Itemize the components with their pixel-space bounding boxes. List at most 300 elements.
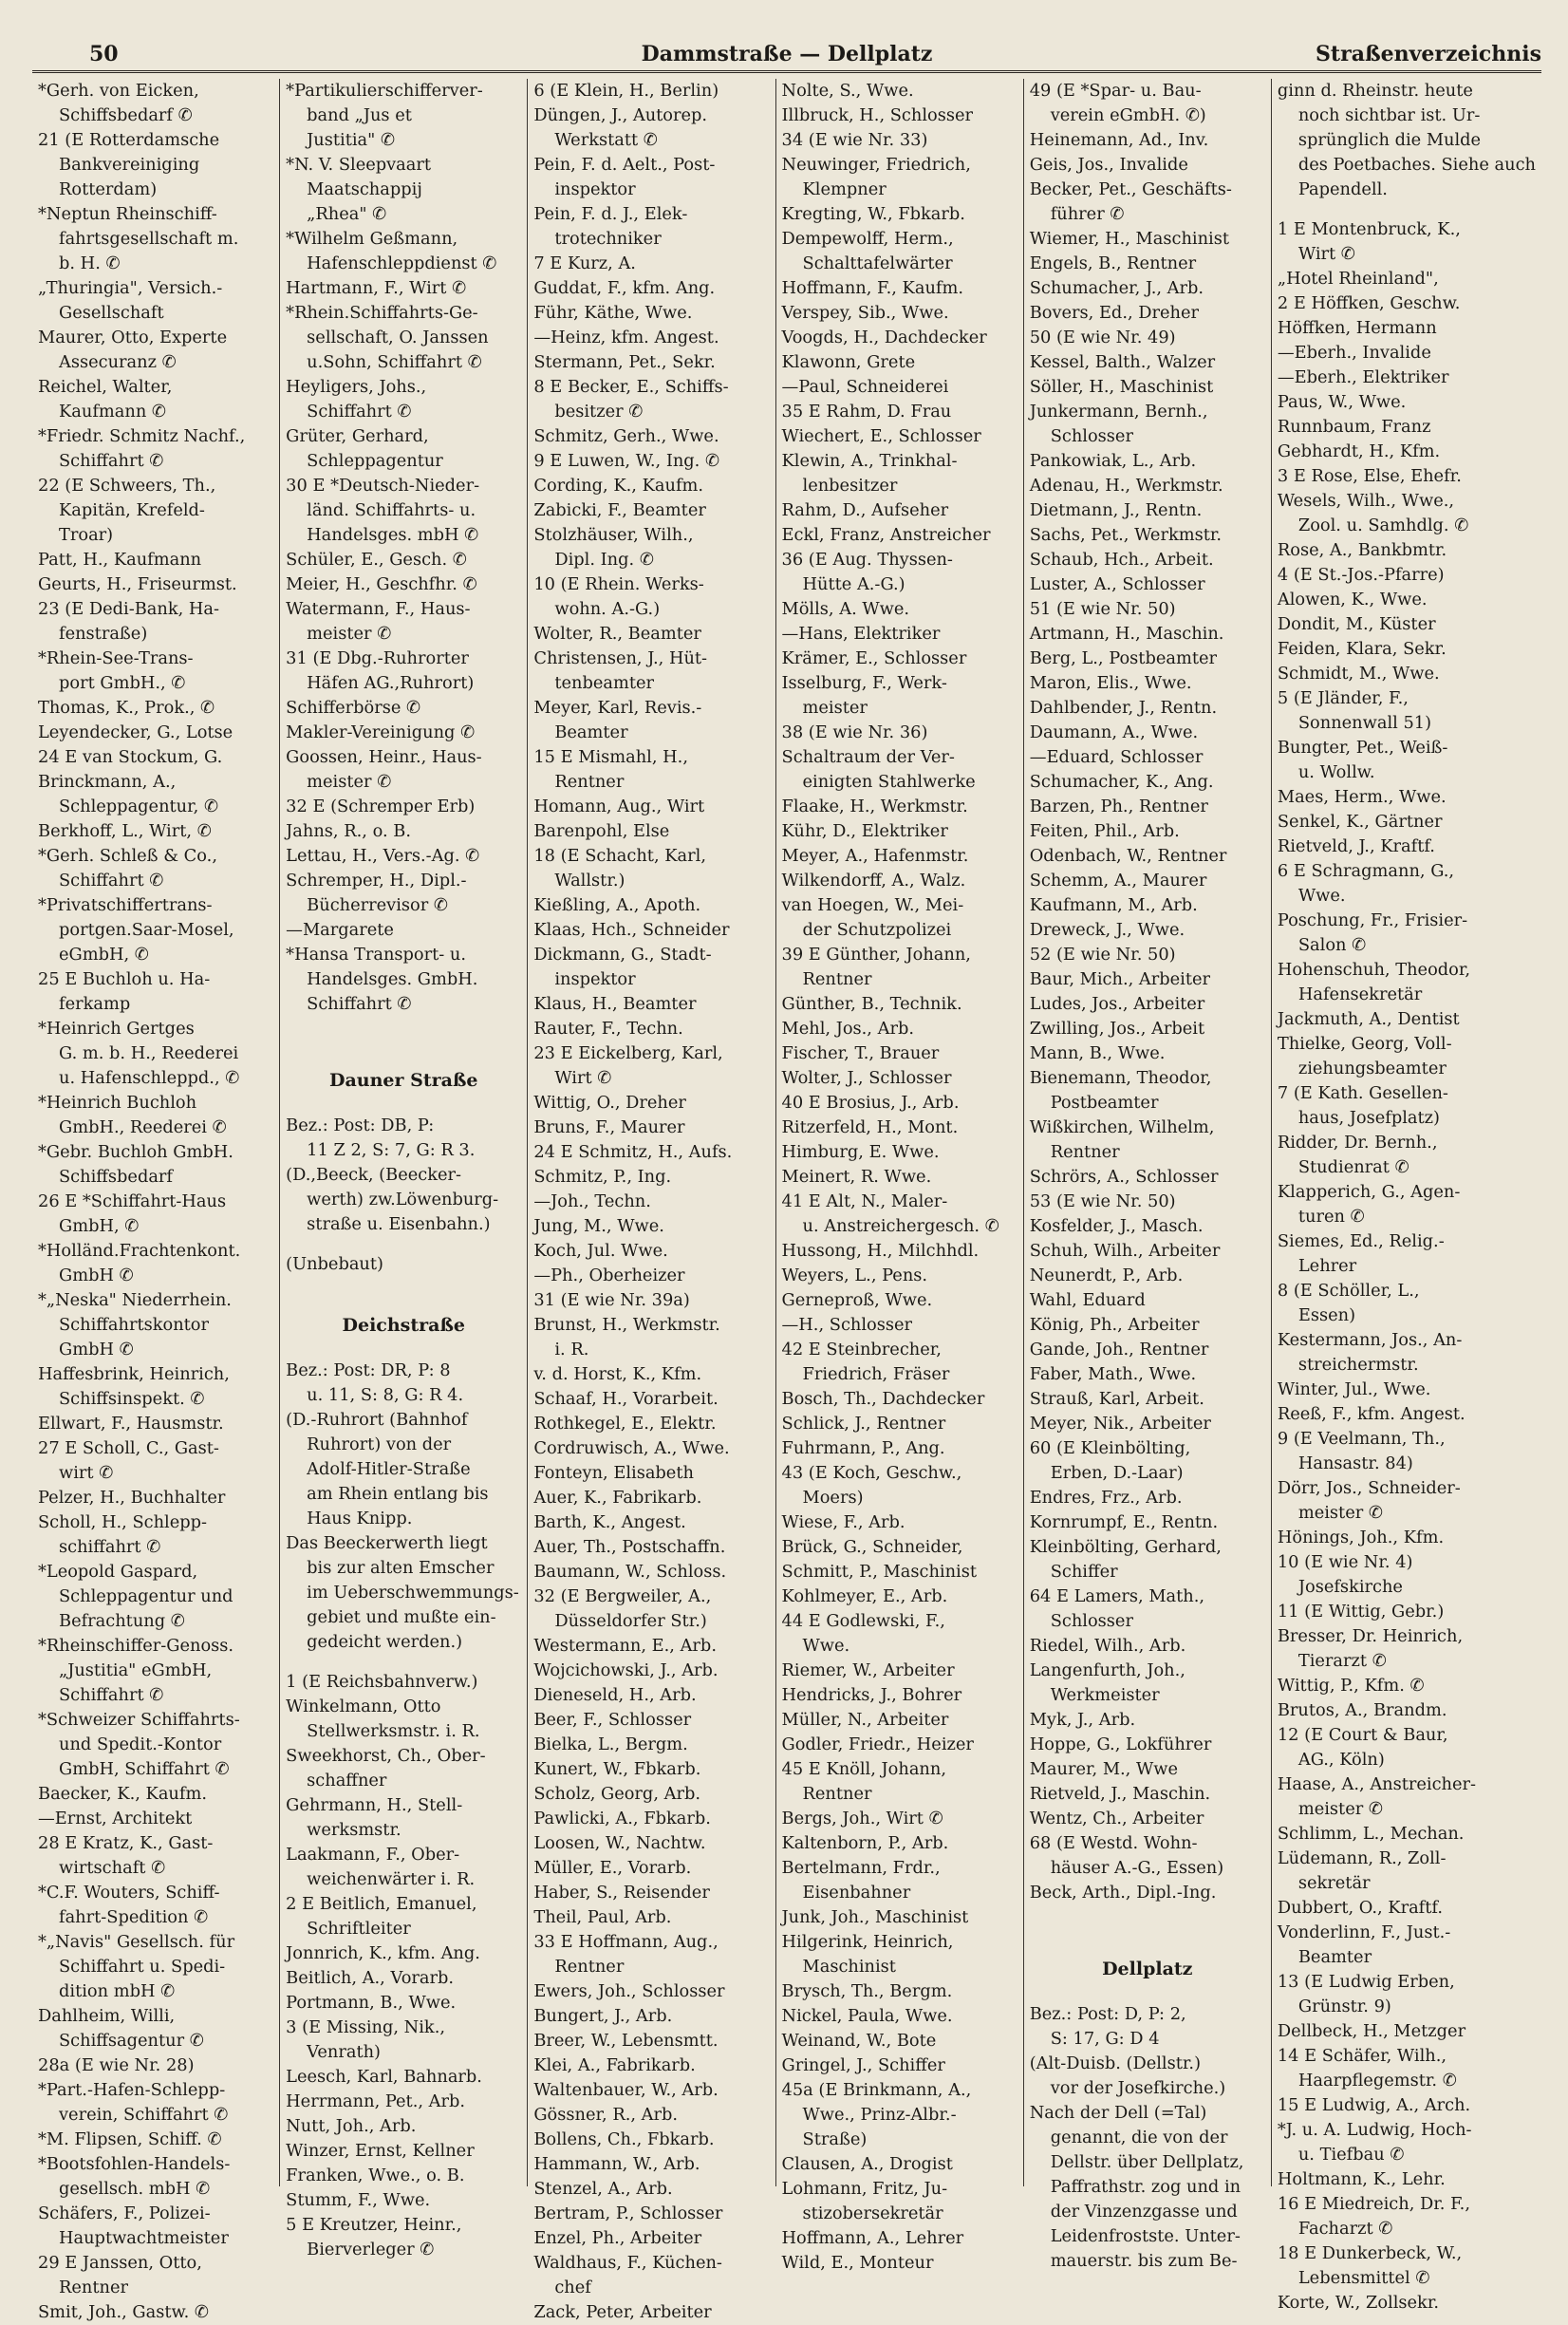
entry-line: Schemm, A., Maurer — [1029, 871, 1207, 891]
entry-line: Söller, H., Maschinist — [1029, 377, 1214, 397]
entry-line: 53 (E wie Nr. 50) — [1029, 1191, 1176, 1211]
entry-line: Dörr, Jos., Schneider- — [1277, 1478, 1461, 1498]
entry-line: Schiffsagentur ✆ — [59, 2031, 204, 2051]
entry-line: Schiffahrtskontor — [59, 1315, 210, 1335]
entry-line: Schlosser — [1050, 426, 1133, 446]
entry-line: Höffken, Hermann — [1277, 318, 1437, 338]
entry-line: der Vinzenzgasse und — [1050, 2202, 1238, 2222]
entry-line: Müller, E., Vorarb. — [533, 1858, 692, 1878]
entry-line: Hoffmann, F., Kaufm. — [781, 278, 963, 298]
entry-line: Bücherrevisor ✆ — [307, 895, 448, 915]
entry-line: Hauptwachtmeister — [59, 2228, 229, 2248]
entry-line: Sachs, Pet., Werkmstr. — [1029, 525, 1223, 545]
entry-line: Führ, Käthe, Wwe. — [533, 303, 693, 323]
entry-line: Leidenfrostste. Unter- — [1050, 2226, 1241, 2246]
entry-line: Grüter, Gerhard, — [286, 426, 429, 446]
entry-line: Schumacher, J., Arb. — [1029, 278, 1204, 298]
entry-line: Endres, Frz., Arb. — [1029, 1488, 1183, 1508]
spacer — [286, 1237, 521, 1252]
entry-line: Patt, H., Kaufmann — [38, 550, 202, 570]
entry-line: Werkstatt ✆ — [554, 130, 658, 150]
entry-line: Hoppe, G., Lokführer — [1029, 1734, 1212, 1754]
entry-line: „Hotel Rheinland", — [1277, 269, 1439, 289]
entry-line: Scholz, Georg, Arb. — [533, 1784, 700, 1804]
entry-line: Häfen AG.,Ruhrort) — [307, 673, 475, 693]
entry-line: Rahm, D., Aufseher — [781, 500, 949, 520]
entry-line: Rothkegel, E., Elektr. — [533, 1414, 717, 1434]
entry-line: Artmann, H., Maschin. — [1029, 624, 1224, 644]
entry-line: port GmbH., ✆ — [59, 673, 186, 693]
entry-line: Weinand, W., Bote — [781, 2031, 937, 2051]
entry-line: genannt, die von der — [1050, 2128, 1228, 2147]
entry-line: 25 E Buchloh u. Ha- — [38, 969, 211, 989]
entry-line: Mölls, A. Wwe. — [781, 599, 910, 619]
entry-line: u. Hafenschleppd., ✆ — [59, 1068, 240, 1088]
entry-line: Schalttafelwärter — [802, 253, 953, 273]
entry-line: Junk, Joh., Maschinist — [781, 1907, 969, 1927]
entry-line: Baur, Mich., Arbeiter — [1029, 969, 1211, 989]
entry-line: Schiffer — [1050, 1562, 1118, 1582]
entry-line: Leyendecker, G., Lotse — [38, 722, 233, 742]
entry-line: Ewers, Joh., Schlosser — [533, 1981, 725, 2001]
entry-line: Rotterdam) — [59, 179, 158, 199]
entry-line: Friedrich, Fräser — [802, 1364, 950, 1384]
entry-line: —Eberh., Elektriker — [1277, 367, 1449, 387]
entry-line: Watermann, F., Haus- — [286, 599, 471, 619]
entry-line: 43 (E Koch, Geschw., — [781, 1463, 962, 1483]
entry-line: 10 (E Rhein. Werks- — [533, 574, 704, 594]
entry-line: Waltenbauer, W., Arb. — [533, 2080, 719, 2100]
entry-line: Tierarzt ✆ — [1297, 1651, 1387, 1671]
entry-line: Bergs, Joh., Wirt ✆ — [781, 1809, 943, 1828]
entry-line: band „Jus et — [307, 105, 412, 125]
entry-line: Handelsges. GmbH. — [307, 969, 478, 989]
entry-line: Kaufmann, M., Arb. — [1029, 895, 1198, 915]
entry-line: 45 E Knöll, Johann, — [781, 1759, 946, 1779]
entry-line: Dieneseld, H., Arb. — [533, 1685, 697, 1705]
entry-line: Schmitz, P., Ing. — [533, 1167, 672, 1187]
entry-line: Daumann, A., Wwe. — [1029, 722, 1199, 742]
entry-line: Thielke, Georg, Voll- — [1277, 1034, 1452, 1054]
entry-line: 4 (E St.-Jos.-Pfarre) — [1277, 565, 1445, 585]
entry-line: Klei, A., Fabrikarb. — [533, 2055, 696, 2075]
entry-line: 45a (E Brinkmann, A., — [781, 2080, 972, 2100]
entry-line: Brutos, A., Brandm. — [1277, 1700, 1447, 1720]
entry-line: GmbH ✆ — [59, 1340, 134, 1359]
entry-line: vor der Josefkirche.) — [1050, 2078, 1226, 2098]
entry-line: Lettau, H., Vers.-Ag. ✆ — [286, 846, 480, 866]
entry-line: 6 E Schragmann, G., — [1277, 861, 1455, 881]
entry-line: Cordruwisch, A., Wwe. — [533, 1438, 730, 1458]
entry-line: Bruns, F., Maurer — [533, 1117, 685, 1137]
entry-line: Dondit, M., Küster — [1277, 614, 1436, 634]
entry-line: u.Sohn, Schiffahrt ✆ — [307, 352, 482, 372]
entry-line: Dempewolff, Herm., — [781, 229, 954, 249]
spacer — [1030, 1921, 1265, 1936]
entry-line: Schlick, J., Rentner — [781, 1414, 946, 1434]
entry-line: *Schweizer Schiffahrts- — [38, 1710, 240, 1730]
entry-line: schiffahrt ✆ — [59, 1537, 161, 1557]
entry-line: Kestermann, Jos., An- — [1277, 1330, 1463, 1350]
entry-line: 2 E Höffken, Geschw. — [1277, 293, 1461, 313]
entry-line: tenbeamter — [554, 673, 654, 693]
entry-line: meister ✆ — [307, 624, 392, 644]
entry-line: *Gerh. von Eicken, — [38, 81, 199, 101]
entry-line: Kießling, A., Apoth. — [533, 895, 701, 915]
entry-line: u. Wollw. — [1297, 762, 1375, 782]
entry-line: Hansastr. 84) — [1297, 1453, 1413, 1473]
entry-line: „Rhea" ✆ — [307, 204, 387, 224]
entry-line: Baecker, K., Kaufm. — [38, 1784, 207, 1804]
entry-line: Beamter — [1297, 1947, 1372, 1967]
entry-line: Schremper, H., Dipl.- — [286, 871, 467, 891]
entry-line: Bovers, Ed., Dreher — [1029, 303, 1200, 323]
street-heading: Deichstraße — [342, 1315, 465, 1336]
entry-line: Klawonn, Grete — [781, 352, 916, 372]
columns-container — [32, 79, 1541, 2322]
entry-line: Maatschappij — [307, 179, 422, 199]
entry-line: Rose, A., Bankbmtr. — [1277, 540, 1447, 560]
entry-line: Handelsges. mbH ✆ — [307, 525, 479, 545]
entry-line: Gerneproß, Wwe. — [781, 1290, 933, 1310]
entry-line: Lüdemann, R., Zoll- — [1277, 1848, 1447, 1868]
entry-line: Fuhrmann, P., Ang. — [781, 1438, 945, 1458]
entry-line: *C.F. Wouters, Schiff- — [38, 1883, 220, 1903]
entry-line: länd. Schiffahrts- u. — [307, 500, 476, 520]
entry-line: 18 (E Schacht, Karl, — [533, 846, 706, 866]
entry-line: Langenfurth, Joh., — [1029, 1660, 1185, 1680]
entry-line: *„Neska" Niederrhein. — [38, 1290, 232, 1310]
entry-line: stizobersekretär — [802, 2203, 943, 2223]
entry-line: Berkhoff, L., Wirt, ✆ — [38, 821, 212, 841]
entry-line: —H., Schlosser — [781, 1315, 913, 1335]
entry-line: turen ✆ — [1297, 1207, 1365, 1227]
entry-line: Haus Knipp. — [307, 1509, 413, 1528]
entry-line: häuser A.-G., Essen) — [1050, 1858, 1224, 1878]
entry-line: Riemer, W., Arbeiter — [781, 1660, 955, 1680]
entry-line: Baumann, W., Schloss. — [533, 1562, 727, 1582]
entry-line: *Part.-Hafen-Schlepp- — [38, 2080, 226, 2100]
entry-line: Beamter — [554, 722, 628, 742]
entry-line: Guddat, F., kfm. Ang. — [533, 278, 716, 298]
entry-line: wirtschaft ✆ — [59, 1858, 165, 1878]
entry-line: werksmstr. — [307, 1820, 401, 1840]
entry-line: Maurer, Otto, Experte — [38, 328, 228, 347]
entry-line: Hendricks, J., Bohrer — [781, 1685, 962, 1705]
entry-line: der Schutzpolizei — [802, 920, 952, 940]
entry-line: Leesch, Karl, Bahnarb. — [286, 2067, 482, 2087]
entry-line: Bertram, P., Schlosser — [533, 2203, 723, 2223]
entry-line: Vonderlinn, F., Just.- — [1277, 1922, 1451, 1942]
entry-line: Korte, W., Zollsekr. — [1277, 2293, 1440, 2313]
entry-line: eGmbH, ✆ — [59, 945, 149, 965]
entry-line: 24 E Schmitz, H., Aufs. — [533, 1142, 733, 1162]
entry-line: Bez.: Post: D, P: 2, — [1029, 2004, 1186, 2024]
spacer — [1030, 1936, 1265, 1951]
entry-line: Düngen, J., Autorep. — [533, 105, 708, 125]
entry-line: 2 E Beitlich, Emanuel, — [286, 1894, 477, 1914]
entry-line: Erben, D.-Laar) — [1050, 1463, 1184, 1483]
entry-line: lenbesitzer — [802, 476, 898, 496]
entry-line: Verspey, Sib., Wwe. — [781, 303, 949, 323]
entry-line: Dreweck, J., Wwe. — [1029, 920, 1185, 940]
entry-line: 16 E Miedreich, Dr. F., — [1277, 2194, 1470, 2214]
column-1 — [32, 79, 280, 2322]
entry-line: Illbruck, H., Schlosser — [781, 105, 974, 125]
entry-line: Meinert, R. Wwe. — [781, 1167, 932, 1187]
entry-line: Hilgerink, Heinrich, — [781, 1932, 954, 1952]
entry-line: 60 (E Kleinbölting, — [1029, 1438, 1191, 1458]
entry-line: Stermann, Pet., Sekr. — [533, 352, 716, 372]
entry-line: (Unbebaut) — [286, 1254, 383, 1274]
entry-line: *Hansa Transport- u. — [286, 945, 467, 965]
entry-line: 8 (E Schöller, L., — [1277, 1281, 1420, 1301]
entry-line: Schumacher, K., Ang. — [1029, 772, 1214, 792]
entry-line: Brück, G., Schneider, — [781, 1537, 963, 1557]
entry-line: GmbH ✆ — [59, 1266, 134, 1285]
entry-line: 3 E Rose, Else, Ehefr. — [1277, 466, 1462, 486]
entry-line: Dubbert, O., Kraftf. — [1277, 1898, 1444, 1918]
entry-line: Voogds, H., Dachdecker — [781, 328, 987, 347]
entry-line: führer ✆ — [1050, 204, 1125, 224]
entry-line: Zwilling, Jos., Arbeit — [1029, 1019, 1205, 1039]
entry-line: trotechniker — [554, 229, 662, 249]
entry-line: Paus, W., Wwe. — [1277, 392, 1407, 412]
entry-line: Rentner — [554, 1957, 625, 1977]
entry-line: portgen.Saar-Mosel, — [59, 920, 234, 940]
entry-line: Adenau, H., Werkmstr. — [1029, 476, 1223, 496]
entry-line: Haber, S., Reisender — [533, 1883, 710, 1903]
entry-line: Schiffahrt u. Spedi- — [59, 1957, 226, 1977]
entry-line: meister — [802, 698, 868, 718]
entry-line: Dahlbender, J., Rentn. — [1029, 698, 1218, 718]
entry-line: Ludes, Jos., Arbeiter — [1029, 994, 1205, 1014]
entry-line: Kosfelder, J., Masch. — [1029, 1216, 1204, 1236]
entry-line: Kunert, W., Fbkarb. — [533, 1759, 701, 1779]
entry-line: Mehl, Jos., Arb. — [781, 1019, 914, 1039]
entry-line: 32 (E Bergweiler, A., — [533, 1586, 712, 1606]
entry-line: werth) zw.Löwenburg- — [307, 1190, 499, 1209]
entry-line: 5 (E Jländer, F., — [1277, 688, 1409, 708]
entry-line: Beer, F., Schlosser — [533, 1710, 692, 1730]
entry-line: Senkel, K., Gärtner — [1277, 812, 1443, 832]
entry-line: Wild, E., Monteur — [781, 2253, 934, 2273]
entry-line: Loosen, W., Nachtw. — [533, 1833, 706, 1853]
entry-line: 52 (E wie Nr. 50) — [1029, 945, 1176, 965]
entry-line: Haffesbrink, Heinrich, — [38, 1364, 230, 1384]
entry-line: Jahns, R., o. B. — [286, 821, 411, 841]
entry-line: am Rhein entlang bis — [307, 1484, 489, 1504]
entry-line: Wwe. — [1297, 886, 1346, 906]
entry-line: Pelzer, H., Buchhalter — [38, 1488, 226, 1508]
entry-line: —Paul, Schneiderei — [781, 377, 949, 397]
entry-line: Kleinbölting, Gerhard, — [1029, 1537, 1222, 1557]
entry-line: Himburg, E. Wwe. — [781, 1142, 940, 1162]
entry-line: Gebhardt, H., Kfm. — [1277, 441, 1441, 461]
entry-line: Hoffmann, A., Lehrer — [781, 2228, 964, 2248]
entry-line: Justitia" ✆ — [307, 130, 395, 150]
entry-line: Becker, Pet., Geschäfts- — [1029, 179, 1232, 199]
entry-line: Hönings, Joh., Kfm. — [1277, 1528, 1445, 1547]
entry-line: Clausen, A., Drogist — [781, 2154, 953, 2174]
entry-line: *Rheinschiffer-Genoss. — [38, 1636, 234, 1656]
entry-line: Wirt ✆ — [554, 1068, 612, 1088]
spacer — [286, 1292, 521, 1307]
entry-line: Hartmann, F., Wirt ✆ — [286, 278, 466, 298]
entry-line: Westermann, E., Arb. — [533, 1636, 717, 1656]
spacer — [1030, 1905, 1265, 1921]
entry-line: Pein, F. d. Aelt., Post- — [533, 155, 716, 175]
entry-line: Heyligers, Johs., — [286, 377, 427, 397]
entry-line: Wiemer, H., Maschinist — [1029, 229, 1229, 249]
entry-line: Schiffahrt ✆ — [307, 402, 412, 422]
entry-line: Schaub, Hch., Arbeit. — [1029, 550, 1214, 570]
entry-line: *Gebr. Buchloh GmbH. — [38, 1142, 233, 1162]
entry-line: Jackmuth, A., Dentist — [1277, 1009, 1460, 1029]
entry-line: Hafenschleppdienst ✆ — [307, 253, 497, 273]
entry-line: Bienemann, Theodor, — [1029, 1068, 1212, 1088]
entry-line: Geurts, H., Friseurmst. — [38, 574, 237, 594]
entry-line: 5 E Kreutzer, Heinr., — [286, 2215, 462, 2235]
entry-line: Wallstr.) — [554, 871, 625, 891]
entry-line: Klapperich, G., Agen- — [1277, 1182, 1461, 1202]
entry-line: *Neptun Rheinschiff- — [38, 204, 217, 224]
entry-line: 13 (E Ludwig Erben, — [1277, 1972, 1455, 1992]
entry-line: Barenpohl, Else — [533, 821, 670, 841]
entry-line: gedeicht werden.) — [307, 1632, 463, 1652]
entry-line: Winter, Jul., Wwe. — [1277, 1379, 1431, 1399]
entry-line: Hohenschuh, Theodor, — [1277, 960, 1471, 980]
entry-line: *Partikulierschifferver- — [286, 81, 483, 101]
entry-line: Müller, N., Arbeiter — [781, 1710, 949, 1730]
entry-line: Enzel, Ph., Arbeiter — [533, 2228, 702, 2248]
entry-line: Wißkirchen, Wilhelm, — [1029, 1117, 1215, 1137]
entry-line: 24 E van Stockum, G. — [38, 747, 223, 767]
spacer — [286, 1277, 521, 1292]
entry-line: —Heinz, kfm. Angest. — [533, 328, 719, 347]
entry-line: Gesellschaft — [59, 303, 164, 323]
entry-line: Hütte A.-G.) — [802, 574, 905, 594]
entry-line: 40 E Brosius, J., Arb. — [781, 1093, 960, 1113]
entry-line: Nolte, S., Wwe. — [781, 81, 914, 101]
page-header — [32, 38, 1541, 73]
entry-line: Paffrathstr. zog und in — [1050, 2177, 1241, 2197]
entry-line: Gringel, J., Schiffer — [781, 2055, 945, 2075]
section-title: Straßenverzeichnis — [1316, 42, 1541, 66]
entry-line: (Alt-Duisb. (Dellstr.) — [1029, 2053, 1202, 2073]
entry-line: Schleppagentur, ✆ — [59, 797, 218, 816]
page-number: 50 — [89, 42, 119, 66]
entry-line: Schiffsbedarf — [59, 1167, 174, 1187]
entry-line: Feiden, Klara, Sekr. — [1277, 639, 1447, 659]
entry-line: Weyers, L., Pens. — [781, 1266, 928, 1285]
entry-line: ziehungsbeamter — [1297, 1059, 1447, 1078]
entry-line: Nutt, Joh., Arb. — [286, 2116, 417, 2136]
entry-line: Fonteyn, Elisabeth — [533, 1463, 694, 1483]
spacer — [286, 1032, 521, 1047]
entry-line: Lebensmittel ✆ — [1297, 2268, 1430, 2288]
entry-line: fahrtsgesellschaft m. — [59, 229, 239, 249]
entry-line: schaffner — [307, 1771, 387, 1791]
entry-line: GmbH, Schiffahrt ✆ — [59, 1759, 230, 1779]
entry-line: Facharzt ✆ — [1297, 2219, 1393, 2239]
spacer — [286, 1343, 521, 1359]
entry-line: Isselburg, F., Werk- — [781, 673, 947, 693]
entry-line: Schlosser — [1050, 1611, 1133, 1631]
entry-line: Schiffahrt ✆ — [59, 451, 164, 471]
entry-line: Essen) — [1297, 1305, 1356, 1325]
entry-line: Schleppagentur und — [59, 1586, 233, 1606]
entry-line: Cording, K., Kaufm. — [533, 476, 704, 496]
entry-line: Brinckmann, A., — [38, 772, 177, 792]
entry-line: Mann, B., Wwe. — [1029, 1043, 1166, 1063]
spacer — [1030, 1987, 1265, 2002]
entry-line: *Rhein-See-Trans- — [38, 648, 194, 668]
entry-line: streichermstr. — [1297, 1355, 1419, 1375]
entry-line: Schmitz, Gerh., Wwe. — [533, 426, 719, 446]
entry-line: Wilkendorff, A., Walz. — [781, 871, 966, 891]
entry-line: Lohmann, Fritz, Ju- — [781, 2179, 948, 2199]
entry-line: Meyer, Nik., Arbeiter — [1029, 1414, 1211, 1434]
entry-line: Siemes, Ed., Relig.- — [1277, 1231, 1445, 1251]
entry-line: Beck, Arth., Dipl.-Ing. — [1029, 1883, 1217, 1903]
entry-line: Makler-Vereinigung ✆ — [286, 722, 475, 742]
entry-line: Bez.: Post: DR, P: 8 — [286, 1360, 451, 1380]
entry-line: Meier, H., Geschfhr. ✆ — [286, 574, 477, 594]
entry-line: Sonnenwall 51) — [1297, 713, 1432, 733]
spacer — [286, 1098, 521, 1114]
entry-line: Theil, Paul, Arb. — [533, 1907, 672, 1927]
entry-line: Maurer, M., Wwe — [1029, 1759, 1179, 1779]
entry-line: „Thuringia", Versich.- — [38, 278, 223, 298]
entry-line: Wiechert, E., Schlosser — [781, 426, 981, 446]
entry-line: Zool. u. Samhdlg. ✆ — [1297, 516, 1469, 535]
entry-line: Franken, Wwe., o. B. — [286, 2166, 465, 2185]
entry-line: dition mbH ✆ — [59, 1981, 176, 2001]
entry-line: 42 E Steinbrecher, — [781, 1340, 942, 1359]
entry-line: Auer, Th., Postschaffn. — [533, 1537, 726, 1557]
entry-line: Kühr, D., Elektriker — [781, 821, 948, 841]
entry-line: Geis, Jos., Invalide — [1029, 155, 1188, 175]
entry-line: Schüler, E., Gesch. ✆ — [286, 550, 467, 570]
entry-line: Heinemann, Ad., Inv. — [1029, 130, 1209, 150]
entry-line: Wwe. — [802, 1636, 850, 1656]
entry-line: sprünglich die Mulde — [1297, 130, 1482, 150]
entry-line: Wiese, F., Arb. — [781, 1512, 905, 1532]
entry-line: AG., Köln) — [1297, 1750, 1385, 1770]
entry-line: Rietveld, J., Kraftf. — [1277, 836, 1435, 856]
entry-line: Das Beeckerwerth liegt — [286, 1533, 488, 1553]
entry-line: Waldhaus, F., Küchen- — [533, 2253, 722, 2273]
entry-line: Haarpflegemstr. ✆ — [1297, 2071, 1457, 2091]
entry-line: Rentner — [802, 969, 872, 989]
column-4 — [776, 79, 1024, 2273]
entry-line: *„Navis" Gesellsch. für — [38, 1932, 235, 1952]
entry-line: Rauter, F., Techn. — [533, 1019, 683, 1039]
entry-line: 35 E Rahm, D. Frau — [781, 402, 952, 422]
entry-line: Salon ✆ — [1297, 935, 1367, 955]
entry-line: Ellwart, F., Hausmstr. — [38, 1414, 224, 1434]
entry-line: 33 E Hoffmann, Aug., — [533, 1932, 719, 1952]
entry-line: v. d. Horst, K., Kfm. — [533, 1364, 702, 1384]
entry-line: Schlimm, L., Mechan. — [1277, 1824, 1465, 1844]
entry-line: S: 17, G: D 4 — [1050, 2029, 1160, 2049]
entry-line: Odenbach, W., Rentner — [1029, 846, 1227, 866]
entry-line: Ruhrort) von der — [307, 1434, 452, 1454]
entry-line: Schiffahrt ✆ — [59, 1685, 164, 1705]
entry-line: Stellwerksmstr. i. R. — [307, 1721, 480, 1741]
entry-line: Reeß, F., kfm. Angest. — [1277, 1404, 1465, 1424]
